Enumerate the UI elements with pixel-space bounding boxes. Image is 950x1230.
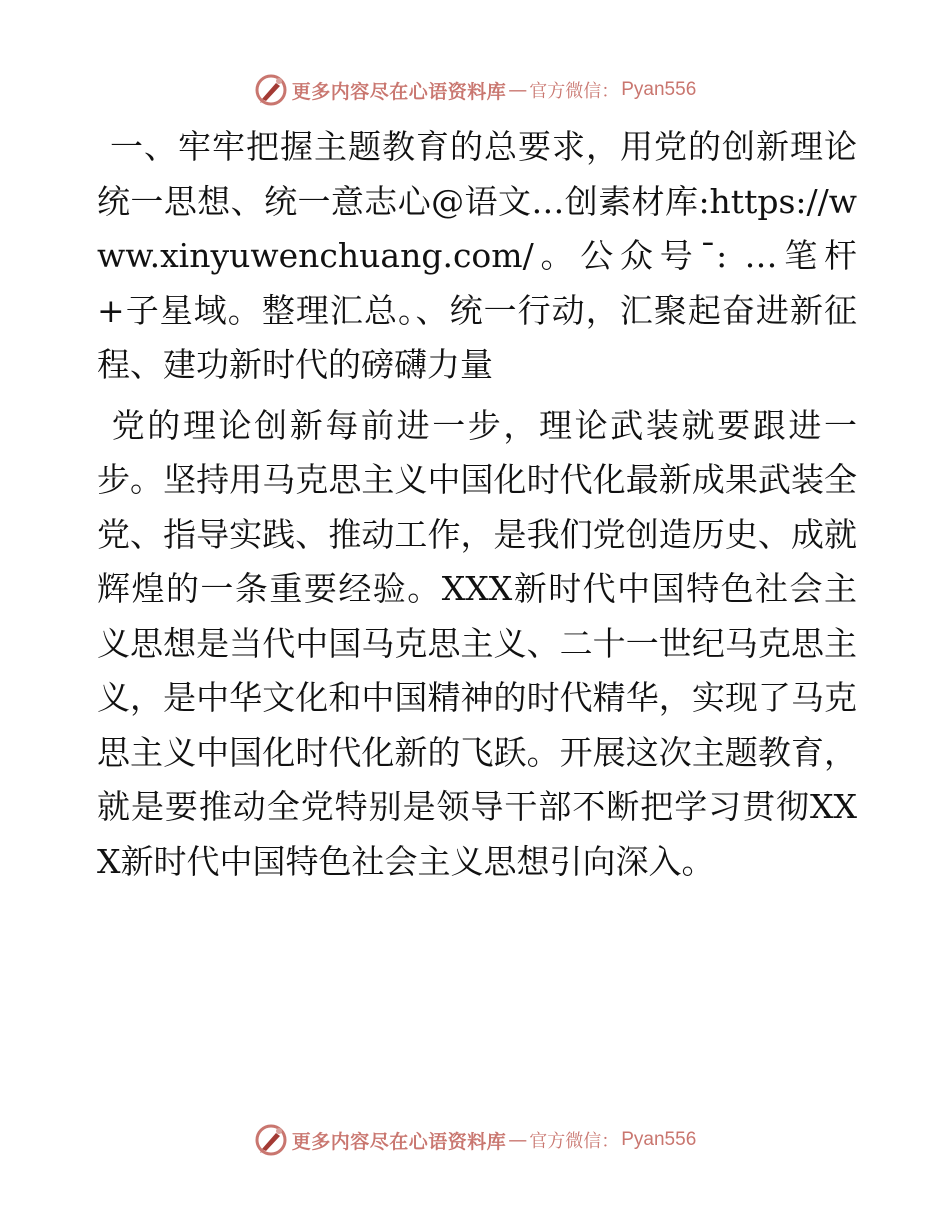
section-heading: [97, 120, 857, 393]
body-paragraph-text: 党的理论创新每前进一步，理论武装就要跟进一步。坚持用马克思主义中国化时代化最新成果武装全党、指导实践、推动工作，是我们党创造历史、成就辉煌的一条重要经验。XXX新时代中国特色社会主义思想是当代中国马克思主义、二十一世纪马克思主义，是中华文化和中国精神的时代精华，实现了马克思主义中国化时代化新的飞跃。开展这次主题教育，就是要推动全党特别是领导干部不断把学习贯彻XXX新时代中国特色社会主义思想引向深入。: [97, 405, 857, 881]
section-heading-text: 一、牢牢把握主题教育的总要求，用党的创新理论统一思想、统一意志心@语文…创素材库:https://www.xinyuwenchuang.com/。公众号¯: …笔杆+子星域。整理汇总。、统一行动，汇聚起奋进新征程、建功新时代的磅礴力量: [97, 127, 857, 384]
banner-sub-text: 官方微信：: [529, 1131, 620, 1152]
banner-wechat-id: Pyan556: [621, 1129, 697, 1150]
pen-logo-icon: [254, 1123, 288, 1157]
banner-main-text: 更多内容尽在心语资料库: [291, 80, 507, 103]
banner-wechat-id: Pyan556: [621, 79, 697, 100]
banner-sub-text: 官方微信：: [529, 81, 620, 102]
pen-logo-icon: [254, 73, 288, 107]
banner-dash: —: [508, 1129, 528, 1151]
banner-main-text: 更多内容尽在心语资料库: [291, 1130, 507, 1153]
banner-dash: —: [508, 79, 528, 101]
body-paragraph: [97, 399, 857, 890]
footer-banner: [0, 1120, 950, 1160]
header-banner: [0, 70, 950, 110]
document-content: [97, 120, 857, 889]
